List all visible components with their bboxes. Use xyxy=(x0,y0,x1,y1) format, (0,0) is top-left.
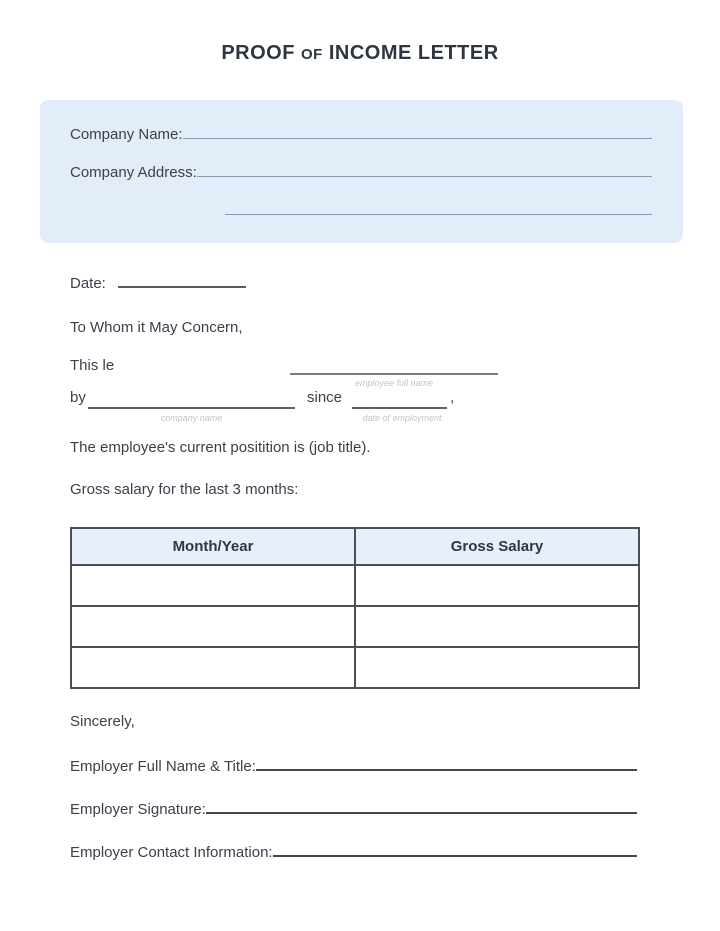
comma: , xyxy=(450,389,455,406)
table-row xyxy=(71,647,639,688)
gross-salary-cell[interactable] xyxy=(355,606,639,647)
salutation: To Whom it May Concern, xyxy=(70,319,243,336)
employment-date-caption: date of employment xyxy=(362,413,442,423)
employer-signature-field[interactable] xyxy=(206,798,637,814)
table-row xyxy=(71,565,639,606)
salary-intro: Gross salary for the last 3 months: xyxy=(70,481,299,498)
table-row xyxy=(71,606,639,647)
date-field[interactable] xyxy=(118,272,246,288)
fill-in-blanks-block xyxy=(70,358,650,424)
date-label: Date: xyxy=(70,275,106,292)
gross-salary-cell[interactable] xyxy=(355,565,639,606)
month-year-cell[interactable] xyxy=(71,565,355,606)
since-label: since xyxy=(307,389,343,406)
employee-full-name-caption: employee full name xyxy=(354,378,434,388)
company-name-label: Company Name: xyxy=(70,126,183,143)
company-address-field[interactable] xyxy=(197,161,652,177)
page-title xyxy=(0,42,720,65)
company-address-label: Company Address: xyxy=(70,164,197,181)
month-year-header: Month/Year xyxy=(71,528,355,565)
employer-contact-row xyxy=(70,841,637,861)
title-word-proof: PROOF xyxy=(221,42,295,64)
table-header-row xyxy=(71,528,639,565)
company-name-blank-field[interactable] xyxy=(88,390,295,409)
employee-full-name-field[interactable] xyxy=(290,358,498,375)
employer-signature-row xyxy=(70,798,637,818)
company-address-row xyxy=(70,161,652,181)
title-word-of: OF xyxy=(300,46,323,63)
company-info-panel xyxy=(40,100,683,243)
gross-salary-cell[interactable] xyxy=(355,647,639,688)
gross-salary-header: Gross Salary xyxy=(355,528,639,565)
employment-date-field[interactable] xyxy=(352,390,447,409)
company-address-row-2 xyxy=(70,199,652,219)
gross-salary-table xyxy=(70,527,640,689)
company-name-field[interactable] xyxy=(183,123,652,139)
month-year-cell[interactable] xyxy=(71,647,355,688)
company-name-row xyxy=(70,123,652,143)
month-year-cell[interactable] xyxy=(71,606,355,647)
date-row xyxy=(70,272,246,294)
employer-name-title-row xyxy=(70,755,637,775)
employer-contact-field[interactable] xyxy=(273,841,637,857)
by-label: by xyxy=(70,389,86,406)
position-sentence: The employee's current positition is (job title). xyxy=(70,439,371,456)
employer-signature-label: Employer Signature: xyxy=(70,801,206,818)
company-address-field-2[interactable] xyxy=(225,199,652,215)
employer-name-title-field[interactable] xyxy=(256,755,637,771)
sentence-fragment: This le xyxy=(70,357,115,374)
employer-contact-label: Employer Contact Information: xyxy=(70,844,273,861)
sincerely-line: Sincerely, xyxy=(70,713,135,730)
company-name-caption: company name xyxy=(160,413,223,423)
employer-name-title-label: Employer Full Name & Title: xyxy=(70,758,256,775)
title-words-income-letter: INCOME LETTER xyxy=(328,42,499,64)
